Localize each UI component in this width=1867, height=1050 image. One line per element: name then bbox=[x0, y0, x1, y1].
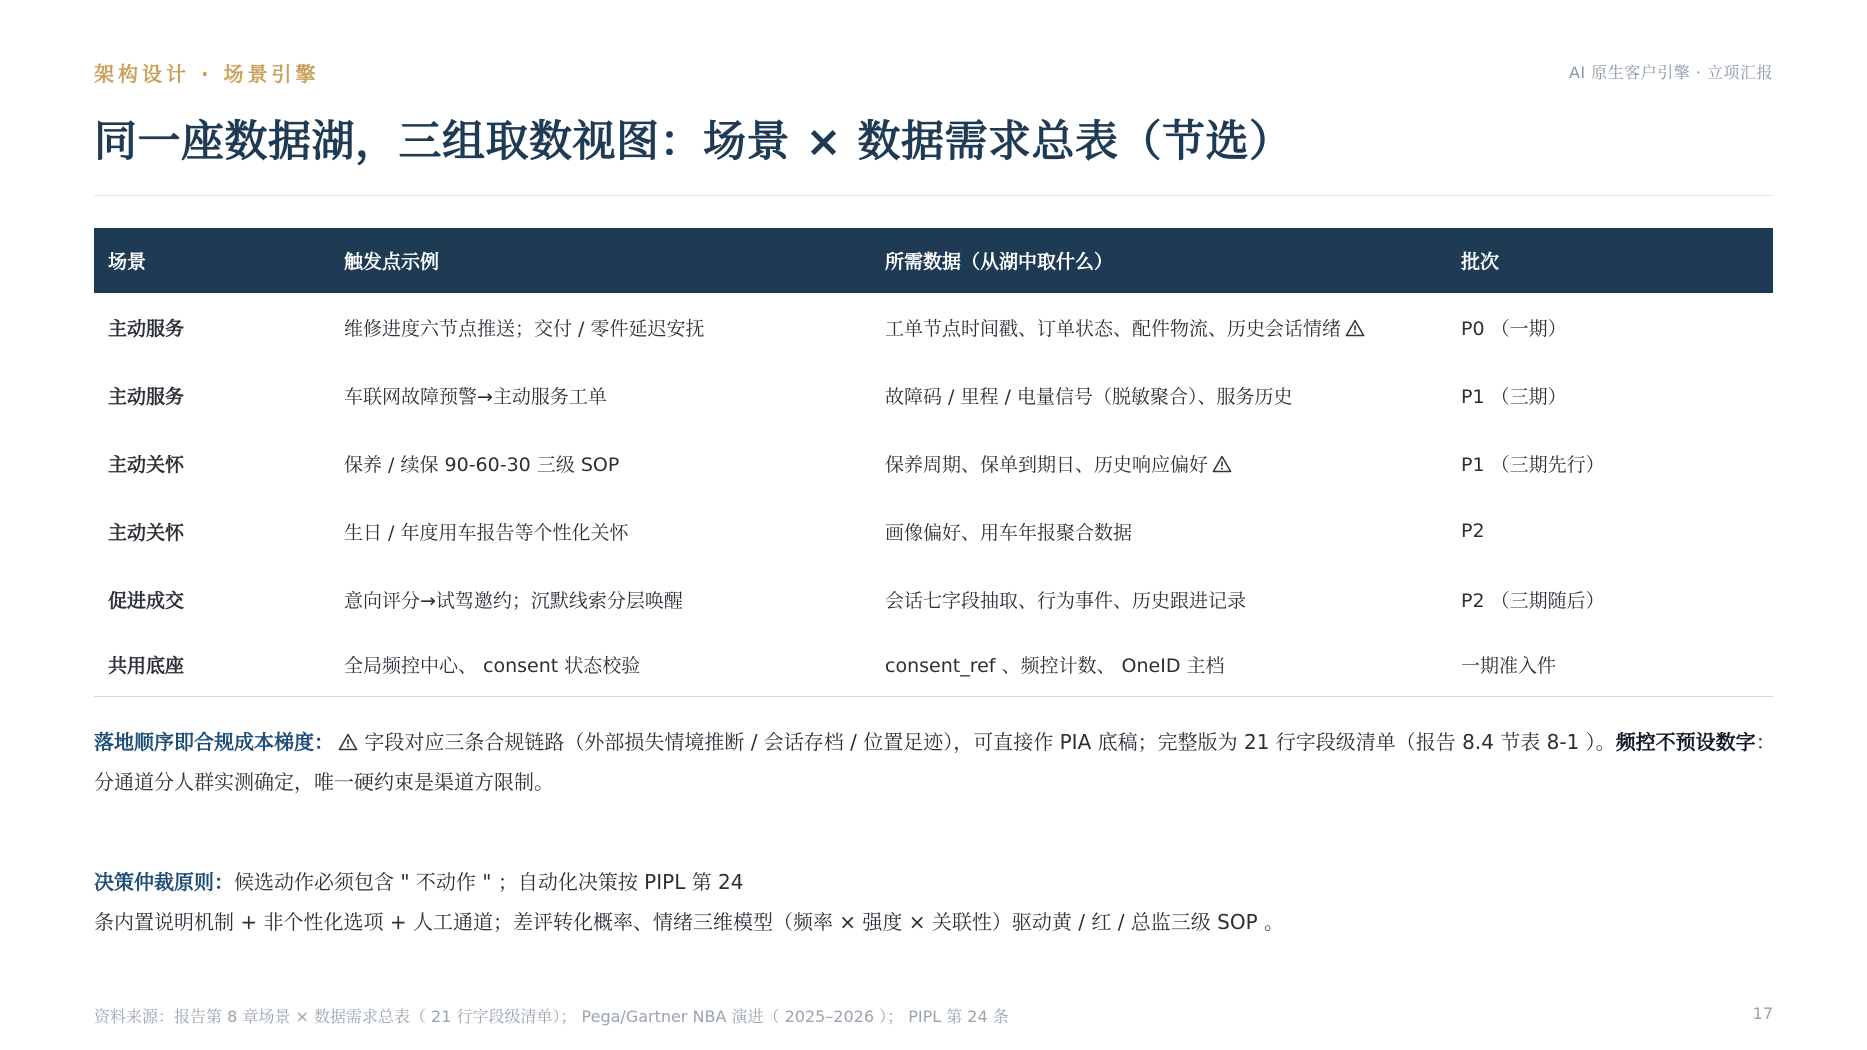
rollout-order-note bbox=[94, 722, 1784, 802]
note-line-2: 条内置说明机制 + 非个性化选项 + 人工通道；差评转化概率、情绪三维模型（频率 × 强度 × 关联性）驱动黄 / 红 / 总监三级 SOP 。 bbox=[94, 910, 1285, 934]
page-title: 同一座数据湖，三组取数视图：场景 × 数据需求总表（节选） bbox=[94, 117, 1293, 167]
scene-cell-text: 促进成交 bbox=[108, 589, 185, 612]
data-cell-text: 画像偏好、用车年报聚合数据 bbox=[885, 521, 1133, 544]
batch-cell bbox=[1447, 429, 1773, 497]
warning-triangle-icon bbox=[1212, 455, 1232, 473]
scene-cell-text: 主动关怀 bbox=[108, 521, 185, 544]
scene-cell-text: 主动服务 bbox=[108, 385, 185, 408]
batch-cell-text: P1 （三期） bbox=[1461, 385, 1567, 408]
note-tail: ：分通道分人群实测确定，唯一硬约束是渠道方限制。 bbox=[94, 730, 1776, 794]
batch-cell-text: P0 （一期） bbox=[1461, 317, 1567, 340]
table-row bbox=[94, 293, 1773, 361]
batch-cell bbox=[1447, 293, 1773, 361]
scene-cell bbox=[94, 429, 330, 497]
table-row bbox=[94, 361, 1773, 429]
trigger-cell bbox=[330, 429, 871, 497]
data-cell-text: 工单节点时间戳、订单状态、配件物流、历史会话情绪 bbox=[885, 317, 1342, 340]
table-row bbox=[94, 633, 1773, 697]
data-cell-text: consent_ref 、频控计数、 OneID 主档 bbox=[885, 655, 1225, 677]
trigger-cell bbox=[330, 497, 871, 565]
trigger-cell bbox=[330, 565, 871, 633]
batch-cell-text: P2 （三期随后） bbox=[1461, 589, 1605, 612]
col-header-scene: 场景 bbox=[108, 251, 147, 273]
col-header-trigger: 触发点示例 bbox=[344, 251, 440, 273]
scene-cell-text: 主动关怀 bbox=[108, 453, 185, 476]
note-emphasis: 频控不预设数字 bbox=[1615, 730, 1756, 754]
col-header-data: 所需数据（从湖中取什么） bbox=[885, 251, 1114, 273]
trigger-cell-text: 全局频控中心、 consent 状态校验 bbox=[344, 655, 641, 677]
scene-cell-text: 共用底座 bbox=[108, 655, 185, 677]
note-lead: 落地顺序即合规成本梯度： bbox=[94, 730, 334, 754]
deck-label: AI 原生客户引擎 · 立项汇报 bbox=[1568, 63, 1773, 82]
trigger-cell-text: 保养 / 续保 90-60-30 三级 SOP bbox=[344, 453, 620, 476]
batch-cell bbox=[1447, 497, 1773, 565]
table-header-row bbox=[94, 228, 1773, 293]
trigger-cell-text: 生日 / 年度用车报告等个性化关怀 bbox=[344, 521, 629, 544]
note-text: 候选动作必须包含 " 不动作 " ；自动化决策按 PIPL 第 24 bbox=[234, 870, 744, 894]
scene-cell bbox=[94, 293, 330, 361]
trigger-cell bbox=[330, 361, 871, 429]
data-cell bbox=[871, 293, 1447, 361]
note-text: 字段对应三条合规链路（外部损失情境推断 / 会话存档 / 位置足迹），可直接作 PIA 底稿；完整版为 21 行字段级清单（报告 8.4 节表 8-1 ）。 bbox=[364, 730, 1616, 754]
data-cell-text: 会话七字段抽取、行为事件、历史跟进记录 bbox=[885, 589, 1247, 612]
batch-cell bbox=[1447, 565, 1773, 633]
note-line-1 bbox=[94, 862, 1784, 902]
warning-triangle-icon bbox=[338, 733, 358, 751]
col-header-batch: 批次 bbox=[1461, 251, 1500, 273]
table-row bbox=[94, 429, 1773, 497]
trigger-cell-text: 意向评分→试驾邀约；沉默线索分层唤醒 bbox=[344, 589, 683, 612]
scene-cell bbox=[94, 565, 330, 633]
title-divider bbox=[94, 195, 1773, 196]
data-cell bbox=[871, 565, 1447, 633]
trigger-cell-text: 车联网故障预警→主动服务工单 bbox=[344, 385, 607, 408]
data-cell bbox=[871, 361, 1447, 429]
trigger-cell bbox=[330, 293, 871, 361]
trigger-cell bbox=[330, 633, 871, 697]
batch-cell bbox=[1447, 361, 1773, 429]
data-cell bbox=[871, 429, 1447, 497]
data-cell bbox=[871, 497, 1447, 565]
batch-cell-text: 一期准入件 bbox=[1461, 655, 1557, 677]
page-number: 17 bbox=[1752, 1004, 1773, 1023]
batch-cell-text: P2 bbox=[1461, 520, 1485, 542]
note-lead: 决策仲裁原则： bbox=[94, 870, 234, 894]
trigger-cell-text: 维修进度六节点推送；交付 / 零件延迟安抚 bbox=[344, 317, 705, 340]
scene-data-table bbox=[94, 228, 1773, 697]
scene-cell bbox=[94, 361, 330, 429]
scene-cell bbox=[94, 497, 330, 565]
arbitration-principle-note bbox=[94, 862, 1784, 942]
batch-cell bbox=[1447, 633, 1773, 697]
warning-triangle-icon bbox=[1345, 319, 1365, 337]
table-row bbox=[94, 565, 1773, 633]
data-cell-text: 故障码 / 里程 / 电量信号（脱敏聚合）、服务历史 bbox=[885, 385, 1293, 408]
source-note: 资料来源：报告第 8 章场景 × 数据需求总表（ 21 行字段级清单）； Pega/Gartner NBA 演进（ 2025–2026 ）； PIPL 第 24 条 bbox=[94, 1007, 1009, 1026]
section-kicker: 架构设计 · 场景引擎 bbox=[94, 62, 320, 86]
data-cell-text: 保养周期、保单到期日、历史响应偏好 bbox=[885, 453, 1209, 476]
batch-cell-text: P1 （三期先行） bbox=[1461, 453, 1605, 476]
scene-cell bbox=[94, 633, 330, 697]
data-cell bbox=[871, 633, 1447, 697]
scene-cell-text: 主动服务 bbox=[108, 317, 185, 340]
table-row bbox=[94, 497, 1773, 565]
